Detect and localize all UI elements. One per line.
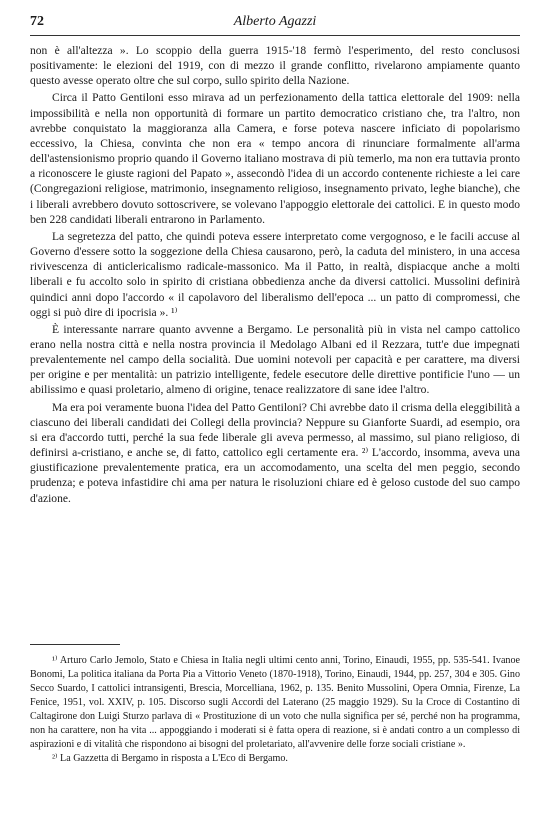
header-rule	[30, 35, 520, 36]
footnote-rule	[30, 644, 120, 645]
page-number: 72	[30, 14, 44, 29]
paragraph: non è all'altezza ». Lo scoppio della guerra 1915-'18 fermò l'esperimento, del resto conclusosi positivamente: le elezioni del 1919, con di mezzo il grande conflitto, rivelarono ampiamente quanto questo avesse operato oltre che sul corpo, sullo spirito della Nazione.	[30, 45, 520, 88]
body-text	[30, 44, 520, 509]
paragraph: Ma era poi veramente buona l'idea del Patto Gentiloni? Chi avrebbe dato il crisma della eleggibilità a ciascuno dei liberali candidati dei Collegi della provincia? Neppure su Gianforte Suardi, ad esempio, ora si era d'accordo tutti, perché la sua fede liberale gli aveva permesso, al massimo, sul piano religioso, di definirsi a-cristiano, e anche se, di fatto, cattolico egli certamente era. ²⁾ L'accordo, insomma, aveva una giustificazione prevalentemente pratica, era un accomodamento, una scelta del men peggio, secondo prudenza; e poteva infastidire chi ama per natura le risoluzioni chiare ed è geloso custode del suo campo d'azione.	[30, 401, 520, 505]
page-header	[30, 14, 520, 36]
paragraph: La segretezza del patto, che quindi poteva essere interpretato come vergognoso, e le facili accuse al Governo d'essere sotto la soggezione della Chiesa causarono, però, la caduta del ministero, in una accesa rivivescenza di anticlericalismo radicale-massonico. Ma il Patto, in realtà, dispiacque anche a molti liberali e fu accolto solo in spirito di cristiana obbedienza anche da diversi cattolici. Mussolini definirà quindici anni dopo l'accordo « il capolavoro del liberalismo dell'epoca ... un patto di compromessi, che oggi si può dire di ipocrisia ». ¹⁾	[30, 230, 520, 319]
footnote: ²⁾ La Gazzetta di Bergamo in risposta a L'Eco di Bergamo.	[52, 753, 288, 764]
paragraph: È interessante narrare quanto avvenne a Bergamo. Le personalità più in vista nel campo cattolico erano nella nostra città e nella nostra provincia il Medolago Albani ed il Rezzara, tutt'e due impegnati prevalentemente nel campo della socialità. Due uomini notevoli per capacità e per carattere, ma diversi per origine e per mentalità: un patrizio intelligente, fedele esecutore delle direttive pontificie l'uno — un abilissimo e quasi proletario, almeno di origine, tenace realizzatore di sane idee l'altro.	[30, 323, 520, 397]
footnotes	[30, 654, 520, 766]
paragraph: Circa il Patto Gentiloni esso mirava ad un perfezionamento della tattica elettorale del 1909: nella impossibilità e nella non opportunità di formare un partito democratico cristiano che, tra l'altro, non avrebbe conquistato la maggioranza alla Camera, e forse poteva nascere inficiato di popolarismo eccessivo, la Chiesa, convinta che non era « tempo ancora di rinunciare formalmente all'arma dell'astensionismo proprio quando il Governo italiano mostrava di più temerlo, ma non era tuttavia pronto a riconoscere le giuste ragioni del Papato », assecondò l'idea di un accordo contenente richieste a lei care (Congregazioni religiose, matrimonio, insegnamento religioso, insegnamento privato, leghe bianche), che i liberali avrebbero dovuto sottoscrivere, se volevano l'appoggio elettorale dei cattolici. E in questo modo ben 228 candidati liberali entrarono in Parlamento.	[30, 92, 520, 226]
footnote: ¹⁾ Arturo Carlo Jemolo, Stato e Chiesa in Italia negli ultimi cento anni, Torino, Einaudi, 1955, pp. 535-541. Ivanoe Bonomi, La politica italiana da Porta Pia a Vittorio Veneto (1870-1918), Torino, Einaudi, 1944, pp. 257, 304 e 305. Gino Secco Suardo, I cattolici intransigenti, Brescia, Morcelliana, 1962, p. 135. Benito Mussolini, Opera Omnia, Firenze, La Fenice, 1951, vol. XXIV, p. 105. Discorso sugli Accordi del Laterano (25 maggio 1929). Su la Croce di Costantino di Caltagirone don Luigi Sturzo parlava di « Prostituzione di un voto che nulla significa per sé, perché non ha programma, non ha carattere, non ha vita ... appoggiando i moderati si è fatta opera di reazione, si è andati contro a un complesso di aspirazioni e di vitalità che rispondono ai bisogni del proletariato, all'avvenire delle forze sociali cristiane ».	[30, 655, 520, 750]
running-head: Alberto Agazzi	[233, 14, 317, 29]
